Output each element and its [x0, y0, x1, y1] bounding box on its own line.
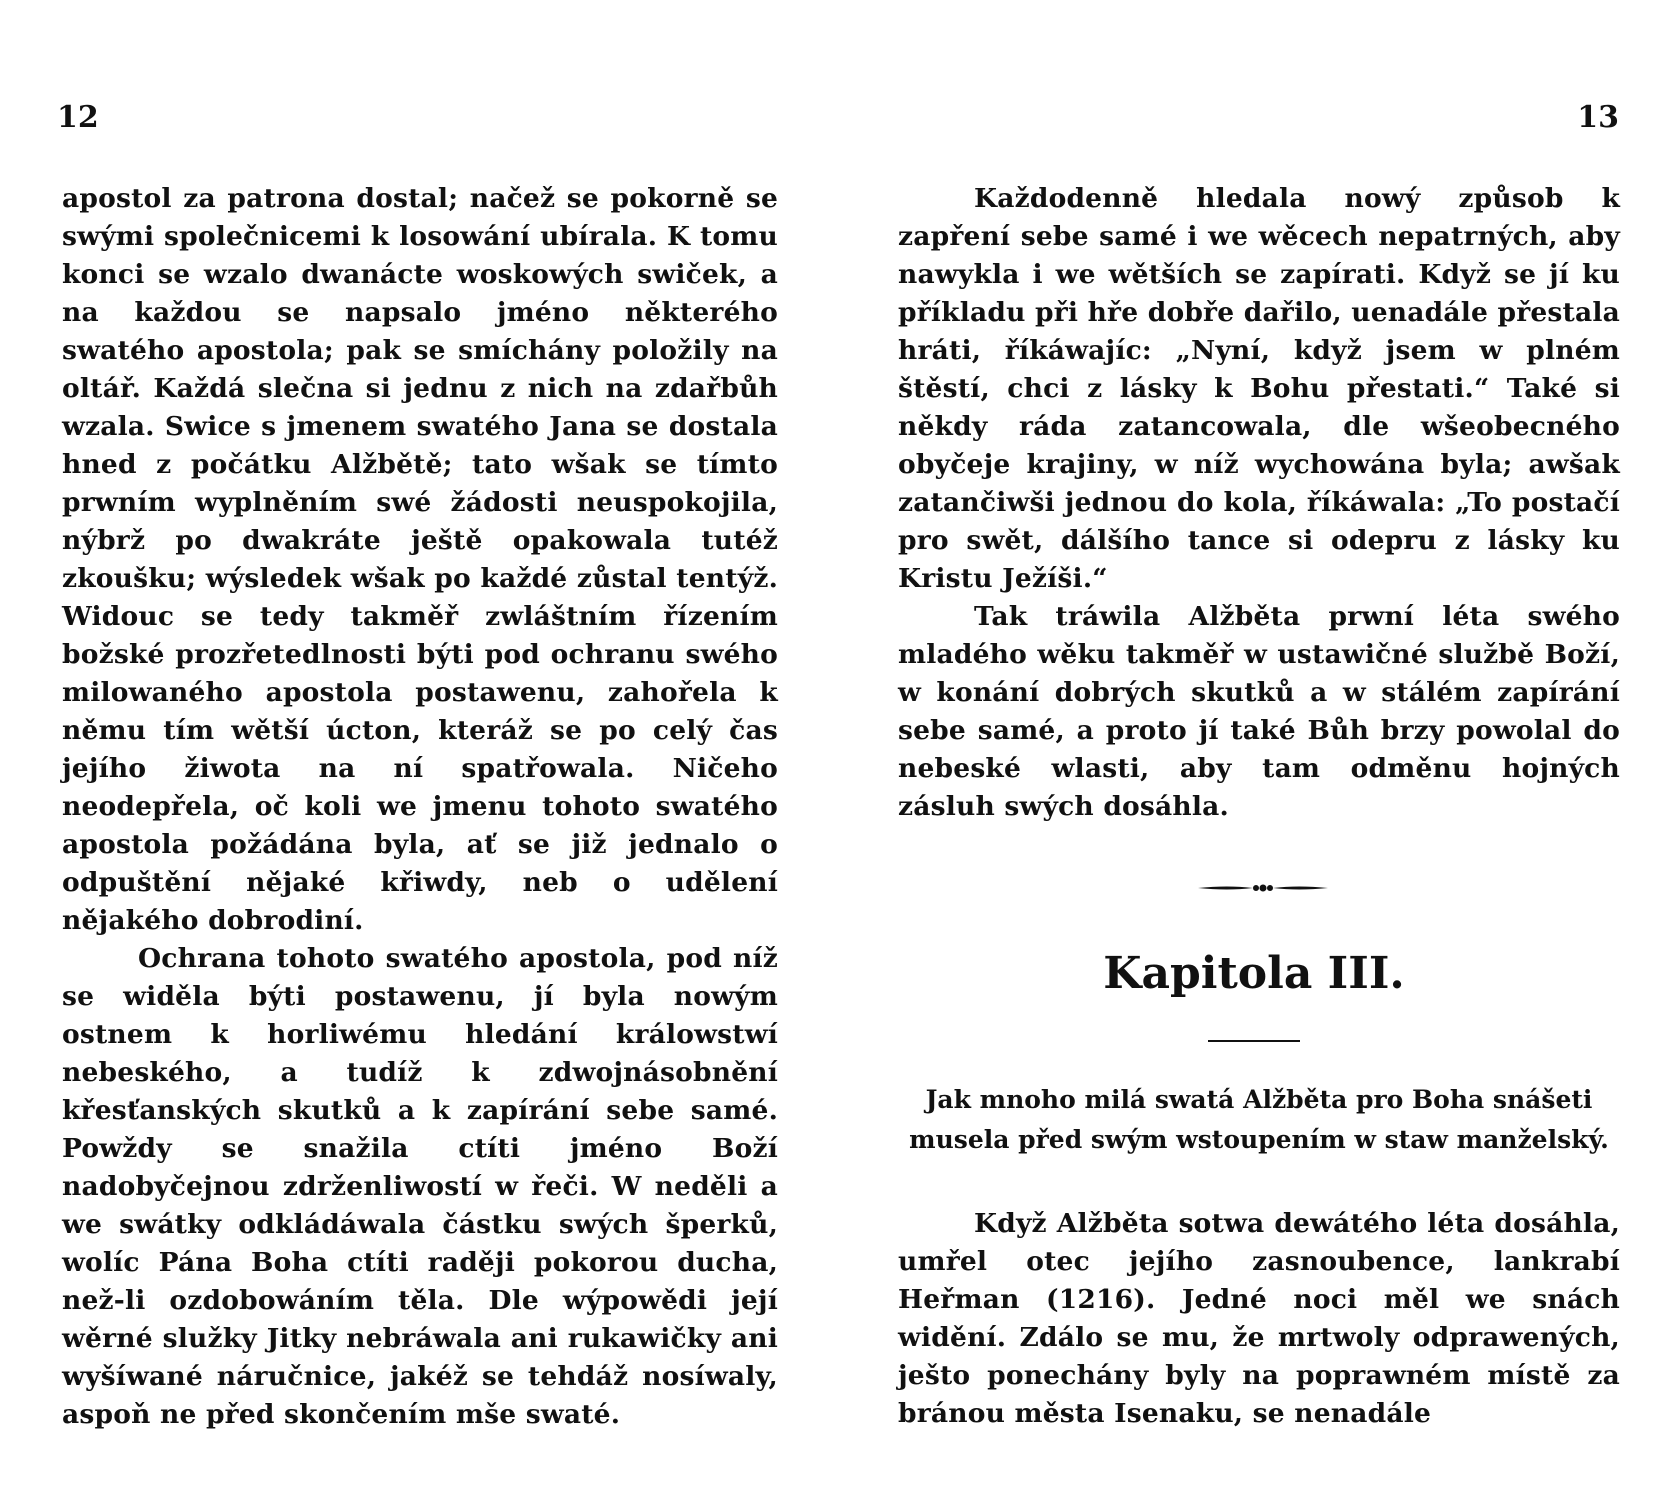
chapter-heading: Kapitola III. — [1103, 948, 1405, 999]
right-page — [836, 0, 1672, 1500]
body-text — [898, 180, 1620, 826]
paragraph: apostol za patrona dostal; načež se pokorně se swými společnicemi k losowání ubírala. K tomu konci se wzalo dwanácte woskowých swiček, a na každou se napsalo jméno některého swatého apostola; pak se smíchány položily na oltář. Každá slečna si jednu z nich na zdařbůh wzala. Swice s jmenem swatého Jana se dostala hned z počátku Alžbětě; tato wšak se tímto prwním wyplněním swé žádosti neuspokojila, nýbrž po dwakráte ještě opakowala tutéž zkoušku; wýsledek wšak po každé zůstal tentýž. Widouc se tedy takměř zwláštním řízením božské prozřetedlnosti býti pod ochranu swého milowaného apostola postawenu, zahořela k němu tím wětší úcton, kteráž se po celý čas jejího žiwota na ní spatřowala. Ničeho neodepřela, oč koli we jmenu tohoto swatého apostola požádána byla, ať se již jednalo o odpuštění nějaké křiwdy, neb o udělení nějakého dobrodiní. — [62, 183, 778, 936]
paragraph: Každodenně hledala nowý způsob k zapření sebe samé i we wěcech nepatrných, aby nawykla i we wětších se zapírati. Když se jí ku příkladu při hře dobře dařilo, uenadále přestala hráti, říkáwajíc: „Nyní, když jsem w plném štěstí, chci z lásky k Bohu přestati.“ Také si někdy ráda zatancowala, dle wšeobecného obyčeje krajiny, w níž wychowána byla; awšak zatančiwši jednou do kola, říkáwala: „To postačí pro swět, dálšího tance si odepru z lásky ku Kristu Ježíši.“ — [898, 183, 1620, 594]
page-number: 12 — [57, 100, 99, 135]
body-text — [898, 1205, 1620, 1433]
ornament-divider — [1198, 882, 1328, 894]
chapter-rule — [1208, 1040, 1300, 1042]
paragraph: Když Alžběta sotwa dewátého léta dosáhla, umřel otec jejího zasnoubence, lankrabí Heřman (1216). Jedné noci měl we snách widění. Zdálo se mu, že mrtwoly odprawených, ješto ponechány byly na poprawném místě za bránou města Isenaku, se nenadále — [898, 1208, 1620, 1429]
page-number: 13 — [1577, 100, 1619, 135]
body-text — [62, 180, 778, 1434]
chapter-summary: Jak mnoho milá swatá Alžběta pro Boha snášeti musela před swým wstoupením w staw manželský. — [909, 1085, 1609, 1154]
paragraph: Ochrana tohoto swatého apostola, pod níž se widěla býti postawenu, jí byla nowým ostnem k horliwému hledání králowstwí nebeského, a tudíž k zdwojnásobnění křesťanských skutků a k zapírání sebe samé. Powždy se snažila ctíti jméno Boží nadobyčejnou zdrženliwostí w řeči. W neděli a we swátky odkládáwala částku swých šperků, wolíc Pána Boha ctíti raději pokorou ducha, než-li ozdobowáním těla. Dle wýpowědi její wěrné služky Jitky nebráwala ani rukawičky ani wyšíwané náručnice, jakéž se tehdáž nosíwaly, aspoň ne před skončením mše swaté. — [62, 943, 778, 1430]
paragraph: Tak tráwila Alžběta prwní léta swého mladého wěku takměř w ustawičné službě Boží, w konání dobrých skutků a w stálém zapírání sebe samé, a proto jí také Bůh brzy powolal do nebeské wlasti, aby tam odměnu hojných zásluh swých dosáhla. — [898, 601, 1620, 822]
